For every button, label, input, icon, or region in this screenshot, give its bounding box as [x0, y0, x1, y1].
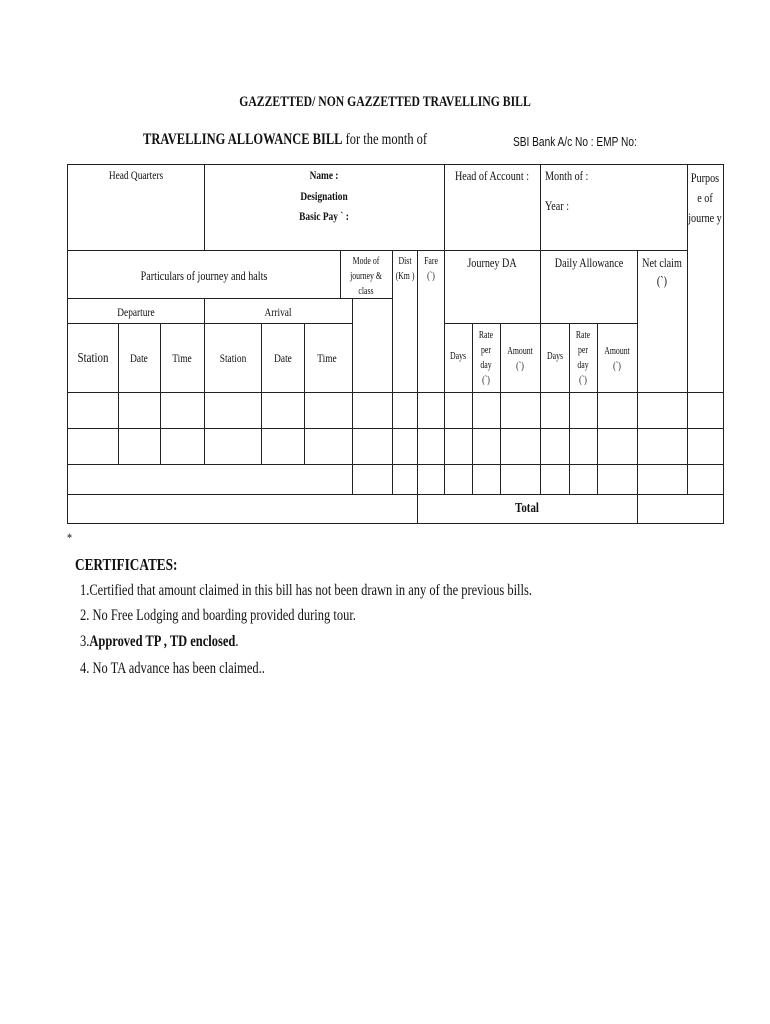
mode-of-journey-label: Mode of journey & class	[350, 256, 382, 297]
journey-da-label: Journey DA	[467, 255, 517, 270]
basic-pay-label: Basic Pay ` :	[299, 209, 349, 223]
arrival-station-label: Station	[219, 351, 247, 365]
daily-amount-label: Amount (`)	[604, 346, 630, 372]
daily-allowance-label: Daily Allowance	[554, 255, 624, 270]
head-of-account-label: Head of Account :	[454, 168, 530, 183]
document-title: GAZZETTED/ NON GAZZETTED TRAVELLING BILL	[239, 94, 531, 110]
daily-days-label: Days	[546, 351, 564, 362]
certificate-item-3	[80, 633, 238, 651]
footnote-asterisk: *	[67, 530, 73, 545]
arrival-date-label: Date	[274, 351, 292, 365]
total-label: Total	[515, 501, 539, 516]
certificate-item-2: 2. No Free Lodging and boarding provided during tour.	[80, 607, 356, 624]
certificate-item-3-bold: Approved TP , TD enclosed	[89, 633, 236, 650]
net-claim-unit: (`)	[656, 273, 668, 288]
fare-label: Fare (`)	[424, 256, 438, 282]
purpose-of-journey-label: Purpos e of journe y	[688, 170, 722, 225]
departure-date-label: Date	[130, 351, 148, 365]
certificate-item-1: 1.Certified that amount claimed in this bill has not been drawn in any of the previous bills.	[80, 582, 532, 599]
certificate-item-4: 4. No TA advance has been claimed..	[80, 660, 265, 677]
bill-subtitle-bold: TRAVELLING ALLOWANCE BILL	[143, 131, 343, 148]
departure-label: Departure	[117, 305, 155, 319]
name-label: Name :	[309, 168, 339, 182]
designation-label: Designation	[300, 189, 348, 203]
certificates-heading: CERTIFICATES:	[75, 555, 178, 574]
bill-subtitle	[143, 131, 427, 149]
emp-no-label: EMP No:	[596, 134, 637, 149]
head-quarters-label: Head Quarters	[108, 168, 164, 182]
journey-amount-label: Amount (`)	[507, 346, 533, 372]
year-label: Year :	[545, 198, 570, 213]
daily-rate-label: Rate per day (`)	[575, 330, 591, 386]
arrival-label: Arrival	[264, 305, 292, 319]
bank-ac-label: SBI Bank A/c No :	[513, 134, 594, 149]
certificate-item-3-end: .	[235, 633, 239, 650]
particulars-label: Particulars of journey and halts	[140, 268, 268, 283]
arrival-time-label: Time	[317, 351, 337, 365]
departure-station-label: Station	[77, 351, 109, 366]
journey-days-label: Days	[449, 351, 467, 362]
distance-label: Dist (Km )	[395, 256, 415, 282]
journey-rate-label: Rate per day (`)	[478, 330, 494, 386]
month-of-label: Month of :	[545, 168, 589, 183]
certificate-item-3-number: 3.	[80, 633, 90, 650]
net-claim-label: Net claim	[642, 255, 682, 270]
bank-account-label	[513, 134, 637, 149]
departure-time-label: Time	[172, 351, 192, 365]
bill-subtitle-month: for the month of	[345, 131, 428, 148]
